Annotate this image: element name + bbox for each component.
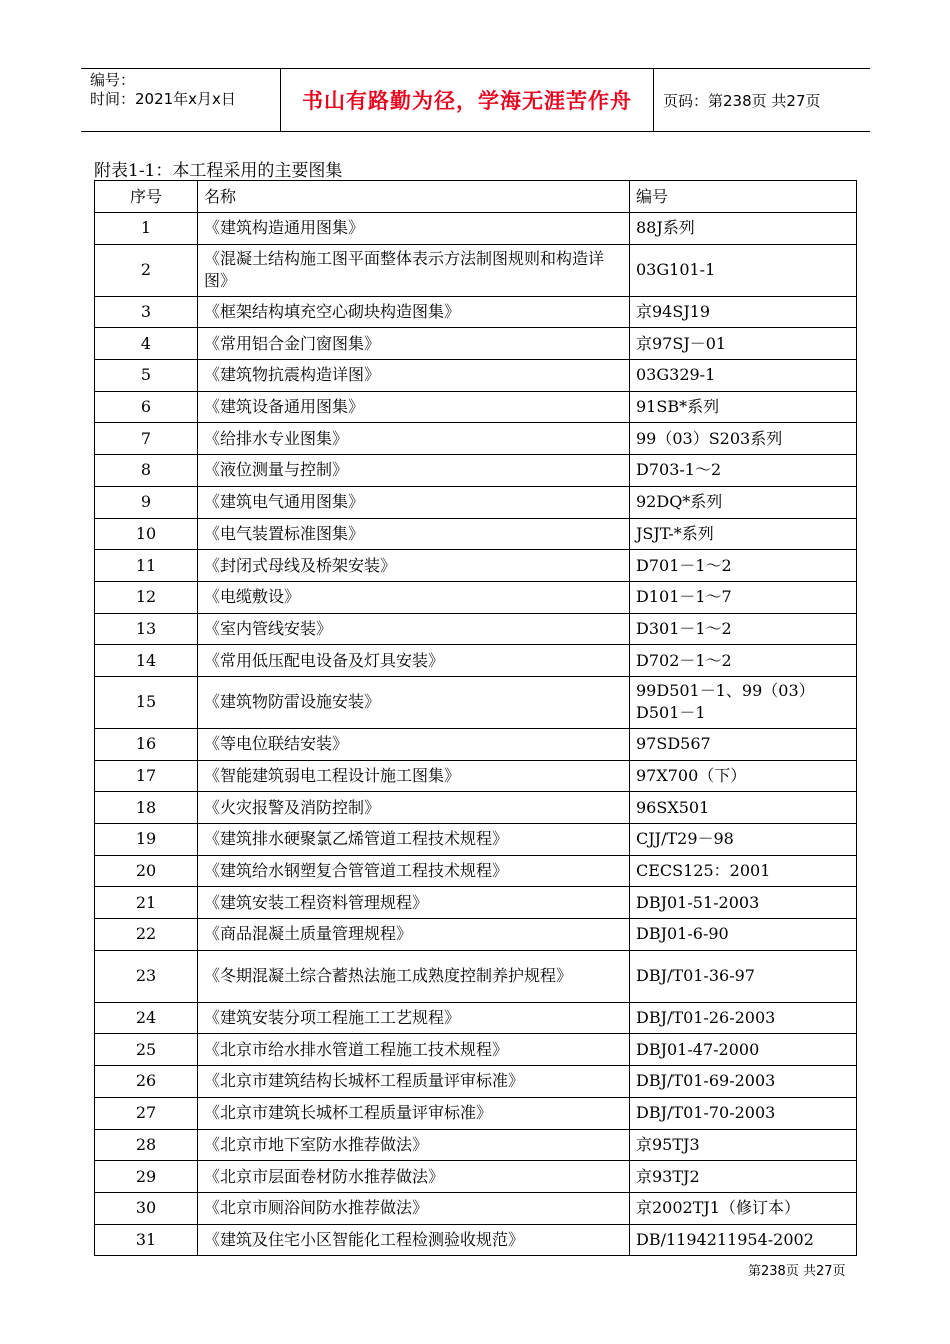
cell-no: 22 (95, 919, 198, 951)
cell-code: DBJ01-6-90 (630, 919, 857, 951)
table-row (95, 244, 857, 296)
cell-no: 4 (95, 328, 198, 360)
drawing-sets-table (94, 180, 857, 1256)
cell-name: 《建筑物防雷设施安装》 (198, 676, 630, 728)
table-caption: 附表1-1：本工程采用的主要图集 (94, 161, 343, 181)
table-row (95, 760, 857, 792)
cell-name: 《建筑安装分项工程施工工艺规程》 (198, 1002, 630, 1034)
cell-name: 《等电位联结安装》 (198, 728, 630, 760)
cell-code: 京93TJ2 (630, 1161, 857, 1193)
cell-no: 16 (95, 728, 198, 760)
cell-code: D101－1～7 (630, 581, 857, 613)
cell-no: 14 (95, 645, 198, 677)
table-row (95, 550, 857, 582)
cell-code: 京95TJ3 (630, 1129, 857, 1161)
cell-code: CJJ/T29－98 (630, 824, 857, 856)
cell-name: 《北京市给水排水管道工程施工技术规程》 (198, 1034, 630, 1066)
cell-code: 03G329-1 (630, 360, 857, 392)
table-row (95, 486, 857, 518)
cell-code: DBJ01-47-2000 (630, 1034, 857, 1066)
cell-no: 20 (95, 855, 198, 887)
cell-name: 《建筑安装工程资料管理规程》 (198, 887, 630, 919)
cell-name: 《框架结构填充空心砌块构造图集》 (198, 296, 630, 328)
cell-name: 《常用低压配电设备及灯具安装》 (198, 645, 630, 677)
table-row (95, 824, 857, 856)
cell-name: 《北京市层面卷材防水推荐做法》 (198, 1161, 630, 1193)
cell-code: D301－1～2 (630, 613, 857, 645)
cell-code: D703-1～2 (630, 455, 857, 487)
cell-no: 6 (95, 391, 198, 423)
table-row (95, 1224, 857, 1256)
cell-name: 《混凝土结构施工图平面整体表示方法制图规则和构造详图》 (198, 244, 630, 296)
cell-no: 27 (95, 1097, 198, 1129)
cell-name: 《液位测量与控制》 (198, 455, 630, 487)
time-label: 时间：2021年x月x日 (90, 90, 236, 108)
cell-no: 5 (95, 360, 198, 392)
table-row (95, 676, 857, 728)
cell-name: 《北京市建筑结构长城杯工程质量评审标准》 (198, 1066, 630, 1098)
cell-name: 《电缆敷设》 (198, 581, 630, 613)
table-row (95, 1161, 857, 1193)
cell-no: 15 (95, 676, 198, 728)
cell-name: 《建筑设备通用图集》 (198, 391, 630, 423)
cell-code: 99D501－1、99（03）D501－1 (630, 676, 857, 728)
column-header-no: 序号 (95, 181, 198, 213)
header-motto: 书山有路勤为径，学海无涯苦作舟 (281, 69, 654, 131)
table-row (95, 518, 857, 550)
cell-no: 23 (95, 950, 198, 1002)
table-row (95, 1192, 857, 1224)
table-row (95, 645, 857, 677)
cell-no: 31 (95, 1224, 198, 1256)
cell-name: 《火灾报警及消防控制》 (198, 792, 630, 824)
table-row (95, 391, 857, 423)
cell-name: 《建筑物抗震构造详图》 (198, 360, 630, 392)
cell-code: 97X700（下） (630, 760, 857, 792)
cell-code: 97SD567 (630, 728, 857, 760)
table-row (95, 613, 857, 645)
table-row (95, 213, 857, 245)
cell-name: 《常用铝合金门窗图集》 (198, 328, 630, 360)
page-footer: 第238页 共27页 (748, 1264, 846, 1279)
page-header (81, 68, 870, 132)
cell-no: 1 (95, 213, 198, 245)
cell-code: 京2002TJ1（修订本） (630, 1192, 857, 1224)
cell-no: 28 (95, 1129, 198, 1161)
cell-code: DBJ/T01-69-2003 (630, 1066, 857, 1098)
header-meta (81, 69, 281, 131)
cell-no: 24 (95, 1002, 198, 1034)
table-row (95, 728, 857, 760)
cell-name: 《建筑排水硬聚氯乙烯管道工程技术规程》 (198, 824, 630, 856)
cell-name: 《封闭式母线及桥架安装》 (198, 550, 630, 582)
cell-no: 30 (95, 1192, 198, 1224)
cell-name: 《建筑及住宅小区智能化工程检测验收规范》 (198, 1224, 630, 1256)
cell-no: 18 (95, 792, 198, 824)
cell-no: 25 (95, 1034, 198, 1066)
cell-code: 91SB*系列 (630, 391, 857, 423)
cell-code: 03G101-1 (630, 244, 857, 296)
cell-name: 《北京市厕浴间防水推荐做法》 (198, 1192, 630, 1224)
table-row (95, 455, 857, 487)
cell-no: 2 (95, 244, 198, 296)
cell-name: 《给排水专业图集》 (198, 423, 630, 455)
table-row (95, 296, 857, 328)
table-row (95, 919, 857, 951)
table-row (95, 1002, 857, 1034)
table-row (95, 1066, 857, 1098)
cell-code: DBJ/T01-70-2003 (630, 1097, 857, 1129)
cell-name: 《室内管线安装》 (198, 613, 630, 645)
table-row (95, 423, 857, 455)
table-row (95, 855, 857, 887)
table-row (95, 887, 857, 919)
table-row (95, 792, 857, 824)
cell-code: JSJT-*系列 (630, 518, 857, 550)
cell-name: 《建筑电气通用图集》 (198, 486, 630, 518)
cell-name: 《电气装置标准图集》 (198, 518, 630, 550)
cell-code: DB/1194211954-2002 (630, 1224, 857, 1256)
cell-code: DBJ/T01-26-2003 (630, 1002, 857, 1034)
table-row (95, 1034, 857, 1066)
cell-name: 《冬期混凝土综合蓄热法施工成熟度控制养护规程》 (198, 950, 630, 1002)
cell-code: 99（03）S203系列 (630, 423, 857, 455)
table-row (95, 1129, 857, 1161)
cell-name: 《商品混凝土质量管理规程》 (198, 919, 630, 951)
table-row (95, 1097, 857, 1129)
cell-no: 29 (95, 1161, 198, 1193)
cell-no: 12 (95, 581, 198, 613)
table-body (95, 213, 857, 1256)
table-header-row (95, 181, 857, 213)
cell-name: 《北京市地下室防水推荐做法》 (198, 1129, 630, 1161)
cell-code: 88J系列 (630, 213, 857, 245)
cell-no: 10 (95, 518, 198, 550)
column-header-code: 编号 (630, 181, 857, 213)
cell-code: 92DQ*系列 (630, 486, 857, 518)
column-header-name: 名称 (198, 181, 630, 213)
cell-no: 3 (95, 296, 198, 328)
cell-name: 《建筑构造通用图集》 (198, 213, 630, 245)
cell-no: 11 (95, 550, 198, 582)
cell-code: 京94SJ19 (630, 296, 857, 328)
cell-code: D702－1～2 (630, 645, 857, 677)
cell-no: 13 (95, 613, 198, 645)
table-row (95, 950, 857, 1002)
cell-no: 19 (95, 824, 198, 856)
cell-code: 96SX501 (630, 792, 857, 824)
cell-code: DBJ/T01-36-97 (630, 950, 857, 1002)
cell-no: 26 (95, 1066, 198, 1098)
cell-no: 21 (95, 887, 198, 919)
table-row (95, 360, 857, 392)
table-row (95, 581, 857, 613)
cell-code: DBJ01-51-2003 (630, 887, 857, 919)
header-page-info: 页码：第238页 共27页 (663, 91, 821, 110)
cell-no: 8 (95, 455, 198, 487)
cell-name: 《智能建筑弱电工程设计施工图集》 (198, 760, 630, 792)
cell-name: 《北京市建筑长城杯工程质量评审标准》 (198, 1097, 630, 1129)
cell-name: 《建筑给水钢塑复合管管道工程技术规程》 (198, 855, 630, 887)
serial-label: 编号： (90, 71, 136, 89)
cell-code: D701－1～2 (630, 550, 857, 582)
cell-no: 17 (95, 760, 198, 792)
cell-no: 9 (95, 486, 198, 518)
cell-code: 京97SJ－01 (630, 328, 857, 360)
cell-code: CECS125：2001 (630, 855, 857, 887)
cell-no: 7 (95, 423, 198, 455)
table-row (95, 328, 857, 360)
